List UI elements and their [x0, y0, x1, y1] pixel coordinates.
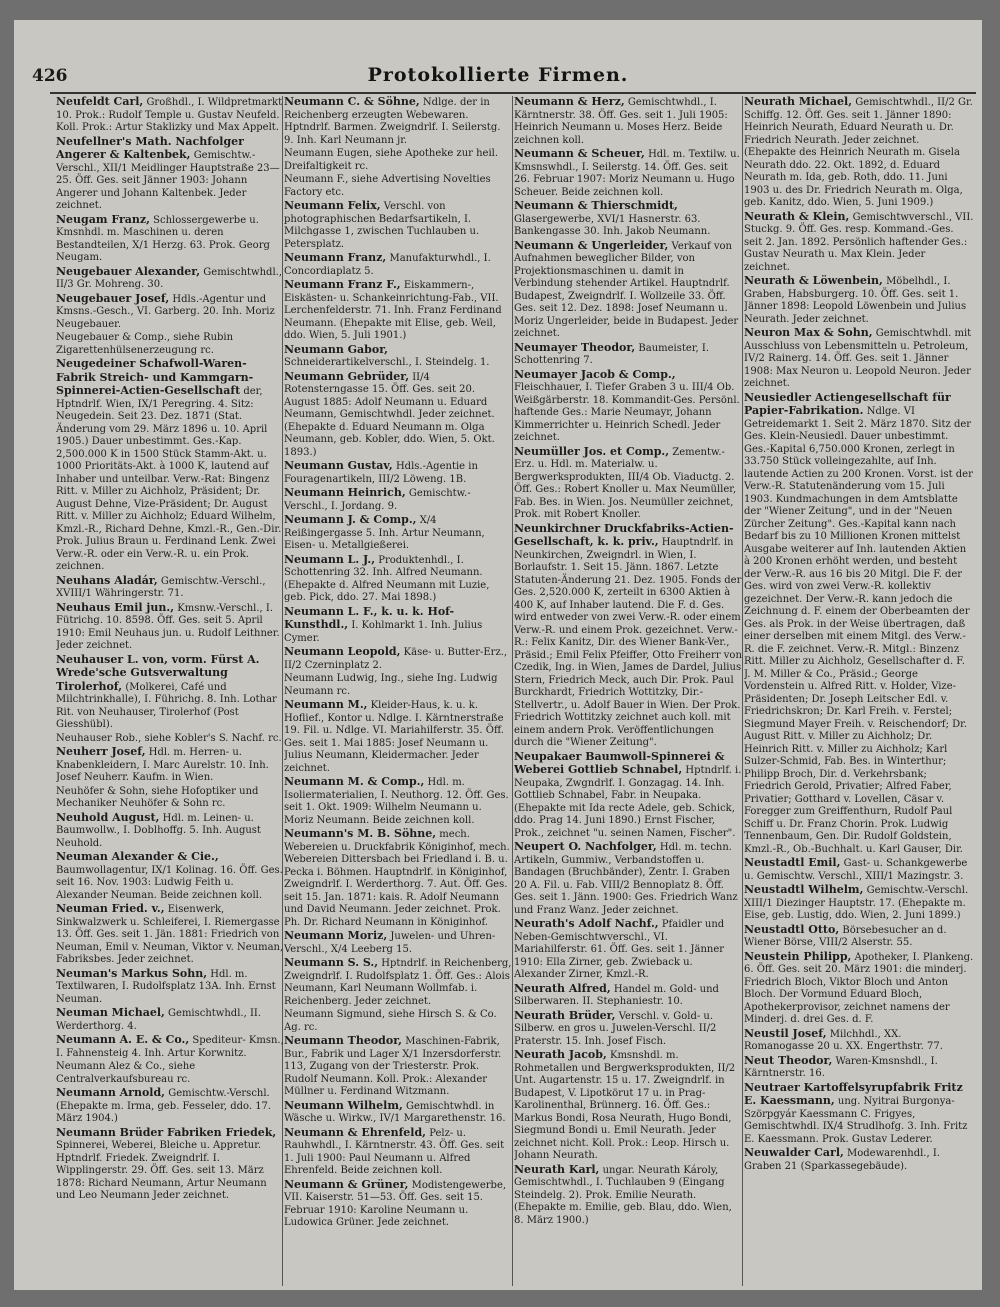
firm-details: Spediteur- Kmsn., I. Fahnensteig 4. Inh. Artur Korwnitz.	[56, 1035, 284, 1059]
firm-details: Möbelhdl., I. Graben, Habsburgerg. 10. Öff. Ges. seit 1. Jänner 1898: Leopold Löwenbein und Julius Neurath. Jeder zeichnet.	[744, 276, 967, 325]
firm-details: mech. Webereien u. Druckfabrik Königinhof, mech. Webereien Dittersbach bei Friedland i. B. u. Pecka i. Böhmen. Hauptndrlf. in Königinhof, Zweigndrlf. I. Werderthorg. 7. Aut. Öff. Ges. seit 15. Jan. 1871: kais. R. Adolf Neumann und David Neumann. Jeder zeichnet. Prok. Ph. Dr. Richard Neumann in Königinhof.	[284, 829, 510, 928]
firm-entry	[284, 487, 512, 513]
firm-entry	[56, 1127, 284, 1203]
firm-details: Handel m. Gold- und Silberwaren. II. Stephaniestr. 10.	[514, 983, 719, 1007]
firm-details: Gemischtw.-Verschl., XVIII/1 Währingerstr. 71.	[56, 575, 266, 599]
firm-entry	[56, 903, 284, 967]
firm-name: Neumann & Ungerleider,	[514, 238, 669, 252]
firm-name: Neumann Heinrich,	[284, 486, 406, 499]
firm-details: Baumeister, I. Schottenring 7.	[514, 342, 709, 366]
firm-name: Neustadtl Emil,	[744, 856, 841, 869]
firm-entry	[514, 148, 742, 199]
firm-details: Gemischtw.-Verschl. (Ehepakte m. Irma, geb. Fesseler, ddo. 17. März 1904.)	[56, 1088, 272, 1124]
firm-details: Eiskammern-, Eiskästen- u. Schankeinrichtung-Fab., VII. Lerchenfelderstr. 71. Inh. Franz Ferdinand Neumann. (Ehepakte mit Elise, geb. Weil, ddo. Wien, 5. Juli 1901.)	[284, 280, 502, 341]
firm-entry	[514, 446, 742, 522]
firm-details: Baumwollagentur, IX/1 Kolinag. 16. Öff. Ges. seit 16. Nov. 1903: Ludwig Feith u. Alexander Neuman. Beide zeichnen koll.	[56, 864, 283, 901]
firm-name: Neuman Alexander & Cie.,	[56, 850, 219, 863]
firm-name: Neumann Moriz,	[284, 929, 388, 942]
firm-entry	[56, 1087, 284, 1126]
firm-entry	[744, 857, 974, 883]
firm-entry	[744, 392, 974, 857]
firm-details: Hptndrlf. i. Neupaka, Zwgndrlf. I. Gonzagag. 14. Inh. Gottlieb Schnabel, Fabr. in Neupaka. (Ehepakte mit Ida recte Adele, geb. Schick, ddo. Prag 14. Juni 1890.) Ernst Fischer, Prok., zeichnet "u. seinen Namen, Fischer".	[514, 765, 742, 839]
firm-name: Neustein Philipp,	[744, 949, 852, 963]
firm-name: Neurath Alfred,	[514, 981, 611, 995]
firm-name: Neumann Leopold,	[284, 645, 401, 658]
firm-entry	[56, 293, 284, 332]
page-header	[14, 60, 982, 92]
firm-entry	[284, 344, 512, 370]
firm-details: Kleider-Haus, k. u. k. Hoflief., Kontor u. Ndlge. I. Kärntnerstraße 19. Fil. u. Ndlge. VI. Mariahilferstr. 35. Öff. Ges. seit 1. Mai 1885: Josef Neumann u. Julius Neumann, Kleidermacher. Jeder zeichnet.	[284, 700, 504, 774]
firm-entry	[284, 673, 512, 698]
firm-details: Gemischtwhdl., II/3 Gr. Mohreng. 30.	[56, 266, 283, 290]
page-title: Protokollierte Firmen.	[367, 64, 629, 86]
firm-entry	[56, 968, 284, 1007]
firm-name: Neumann L. F., k. u. k. Hof-Kunsthdl.,	[284, 604, 455, 631]
firm-entry	[744, 884, 974, 923]
firm-details: Börsebesucher an d. Wiener Börse, VIII/2 Alserstr. 55.	[744, 924, 947, 948]
firm-details: Kmsnshdl. m. Rohmetallen und Bergwerksprodukten, II/2 Unt. Augartenstr. 15 u. 17. Zweigndrlf. in Budapest, V. Lipotkörut 17 u. in Prag-Karolinenthal, Brünnerg. 16. Öff. Ges.: Markus Bondi, Rosa Neurath, Hugo Bondi, Siegmund Bondi u. Emil Neurath. Jeder zeichnet nicht. Koll. Prok.: Leop. Hirsch u. Johann Neurath.	[514, 1050, 736, 1161]
firm-entry	[284, 699, 512, 775]
firm-name: Neuman Fried. v.,	[56, 902, 165, 915]
firm-entry	[514, 1010, 742, 1049]
firm-entry	[56, 1034, 284, 1060]
firm-entry	[284, 930, 512, 956]
column-divider	[512, 96, 513, 1286]
firm-entry	[284, 646, 512, 672]
firm-entry	[744, 924, 974, 950]
firm-name: Neumann Gabor,	[284, 342, 389, 356]
firm-entry	[56, 746, 284, 785]
firm-entry	[284, 460, 512, 486]
firm-entry	[56, 96, 284, 135]
firm-details: I. Kohlmarkt 1. Inh. Julius Cymer.	[284, 620, 483, 644]
firm-entry	[284, 174, 512, 199]
firm-details: Spinnerei, Weberei, Bleiche u. Appretur. Hptndrlf. Friedek. Zweigndrlf. I. Wipplingerstr. 29. Öff. Ges. seit 13. März 1878: Richard Neumann, Artur Neumann und Leo Neumann Jeder zeichnet.	[56, 1140, 267, 1201]
firm-name: Neumann Wilhelm,	[284, 1098, 403, 1112]
firm-details: Gemischtw.-Verschl., XII/1 Meidlinger Hauptstraße 23—25. Öff. Ges. seit Jänner 1903: Johann Angerer und Johann Kaltenbek. Jeder zeichnet.	[56, 150, 280, 211]
column-divider	[742, 96, 743, 1286]
firm-details: Gemischtw.-Verschl., I. Jordang. 9.	[284, 488, 471, 512]
firm-entry	[56, 812, 284, 851]
firm-details: Verkauf von Aufnahmen beweglicher Bilder, von Projektionsmaschinen u. damit in Verbindung stehender Artikel. Hauptndrlf. Budapest, Zweigndrlf. I. Wollzeile 33. Öff. Ges. seit 12. Dez. 1898: Josef Neumann u. Moriz Ungerleider, beide in Budapest. Jeder zeichnet.	[514, 240, 739, 339]
firm-entry	[744, 1082, 974, 1147]
firm-name: Neustadtl Wilhelm,	[744, 883, 864, 896]
column-1	[56, 96, 284, 1286]
firm-name: Neumayer Jacob & Comp.,	[514, 367, 676, 381]
firm-name: Neurath & Löwenbein,	[744, 274, 883, 287]
firm-entry	[514, 240, 742, 341]
firm-entry	[56, 602, 284, 653]
firm-details: Eisenwerk, Sinkwalzwerk u. Schleiferei, I. Riemergasse 13. Öff. Ges. seit 1. Jän. 1881: Friedrich von Neuman, Emil v. Neuman, Viktor v. Neuman, Fabriksbes. Jeder zeichnet.	[56, 904, 284, 965]
firm-entry	[284, 1035, 512, 1099]
firm-details: Modistengewerbe, VII. Kaiserstr. 51—53. Öff. Ges. seit 15. Februar 1910: Karoline Neumann u. Ludowica Grüner. Jede zeichnet.	[284, 1179, 507, 1228]
firm-details: Gemischtwhdl., II/2 Gr. Schiffg. 12. Öff. Ges. seit 1. Jänner 1890: Heinrich Neurath, Eduard Neurath u. Dr. Friedrich Neurath. Jeder zeichnet. (Ehepakte des Heinrich Neurath m. Gisela Neurath ddo. 22. Okt. 1892, d. Eduard Neurath m. Ida, geb. Roth, ddo. 11. Juni 1903 u. des Dr. Friedrich Neurath m. Olga, geb. Kanitz, ddo. Wien, 5. Juni 1909.)	[744, 97, 973, 208]
firm-details: Pfaidler und Neben-Gemischtwverschl., VI. Mariahilferstr. 61. Öff. Ges. seit 1. Jänner 1910: Ella Zirner, geb. Zwieback u. Alexander Zirner, Kmzl.-R.	[514, 919, 725, 980]
firm-entry	[744, 327, 974, 391]
firm-entry	[56, 214, 284, 265]
firm-details: Hauptndrlf. in Neunkirchen, Zweigndrl. in Wien, I. Borlaufstr. 1. Seit 15. Jänn. 1867. Letzte Statuten-Änderung 21. Dez. 1905. Fonds der Ges. 2,520.000 K, zerteilt in 6300 Aktien à 400 K, auf Inhaber lautend. Die F. d. Ges. wird entweder von zwei Verw.-R. oder einem Verw.-R. und einem Prok. gezeichnet. Verw.-R.: Felix Kanitz, Dir. des Wiener Bank-Ver., Präsid.; Emil Felix Pfeiffer, Otto Freiherr von Czedik, Ing. in Wien, James de Dardel, Julius Stern, Friedrich Meck, auch Dir. Prok. Paul Burckhardt, Friedrich Wottitzky, Dir.-Stellvertr., u. Adolf Bauer in Wien. Der Prok. Friedrich Wottitzky zeichnet auch koll. mit einem andern Prok. Veröffentlichungen durch die "Wiener Zeitung".	[514, 537, 742, 748]
firm-name: Neumann & Scheuer,	[514, 147, 645, 160]
firm-details: Hdls.-Agentur und Kmsns.-Gesch., VI. Garberg. 20. Inh. Moriz Neugebauer.	[56, 293, 275, 330]
firm-details: Maschinen-Fabrik, Bur., Fabrik und Lager X/1 Inzersdorferstr. 113, Zugang von der Triesterstr. Prok. Rudolf Neumann. Koll. Prok.: Alexander Müllner u. Ferdinand Witzmann.	[284, 1036, 502, 1097]
firm-name: Neumann L. J.,	[284, 552, 376, 566]
firm-name: Neumann A. E. & Co.,	[56, 1033, 190, 1046]
firm-name: Neutraer Kartoffelsyrupfabrik Fritz E. Kaessmann,	[744, 1080, 963, 1107]
firm-name: Neumann M.,	[284, 698, 368, 711]
firm-details: Käse- u. Butter-Erz., II/2 Czerninplatz 2.	[284, 647, 508, 671]
firm-name: Neupakaer Baumwoll-Spinnerei & Weberei Gottlieb Schnabel,	[514, 749, 725, 776]
firm-details: Juwelen- und Uhren-Verschl., X/4 Leeberg 15.	[284, 931, 496, 955]
firm-details: Verschl. von photographischen Bedarfsartikeln, I. Milchgasse 1, zwischen Tuchlauben u. Petersplatz.	[284, 201, 480, 250]
firm-details: Neumann F., siehe Advertising Novelties Factory etc.	[284, 174, 491, 198]
firm-name: Neurath Karl,	[514, 1162, 600, 1176]
firm-name: Neumann & Thierschmidt,	[514, 199, 678, 212]
firm-entry	[514, 523, 742, 750]
firm-entry	[744, 1028, 974, 1054]
firm-details: Hdl. m. Textilw. u. Kmsnswhdl., I. Seilerstg. 14. Öff. Ges. seit 26. Februar 1907: Moriz Neumann u. Hugo Scheuer. Beide zeichnen koll.	[514, 149, 740, 198]
firm-details: Hdls.-Agentie in Fouragenartikeln, III/2 Löweng. 1B.	[284, 461, 478, 485]
firm-details: Verschl. v. Gold- u. Silberw. en gros u. Juwelen-Verschl. II/2 Praterstr. 15. Inh. Josef Fisch.	[514, 1010, 717, 1047]
firm-name: Neufellner's Math. Nachfolger Angerer & Kaltenbek,	[56, 134, 244, 161]
firm-entry	[56, 266, 284, 292]
column-2	[284, 96, 512, 1286]
firm-name: Neuherr Josef,	[56, 745, 146, 758]
firm-entry	[514, 200, 742, 239]
firm-entry	[56, 358, 284, 574]
firm-name: Neumann's M. B. Söhne,	[284, 827, 437, 840]
firm-entry	[744, 96, 974, 210]
firm-details: Neuhöfer & Sohn, siehe Hofoptiker und Mechaniker Neuhöfer & Sohn rc.	[56, 785, 259, 809]
firm-details: Hdl. m. Herren- u. Knabenkleidern, I. Marc Aurelstr. 10. Inh. Josef Neuherr. Kaufm. in Wien.	[56, 747, 269, 783]
firm-entry	[56, 1007, 284, 1033]
firm-details: Zementw.-Erz. u. Hdl. m. Materialw. u. Bergwerksprodukten, III/4 Ob. Viaductg. 2. Öff. Ges.: Robert Knoller u. Max Neumüller, Fab. Bes. in Wien. Jos. Neumüller zeichnet, Prok. mit Robert Knoller.	[514, 446, 737, 520]
firm-details: Waren-Kmsnshdl., I. Kärntnerstr. 16.	[744, 1055, 938, 1079]
firm-details: Glasergewerbe, XVI/1 Hasnerstr. 63. Bankengasse 30. Inh. Jakob Neumann.	[514, 213, 711, 237]
firm-entry	[56, 332, 284, 357]
firm-entry	[284, 1127, 512, 1178]
firm-entry	[744, 1055, 974, 1081]
header-rule	[50, 92, 976, 94]
firm-name: Neumann C. & Söhne,	[284, 96, 420, 108]
firm-name: Neumayer Theodor,	[514, 340, 636, 354]
firm-entry	[744, 1147, 974, 1173]
firm-details: Großhdl., I. Wildpretmarkt 10. Prok.: Rudolf Temple u. Gustav Neufeld. Koll. Prok.: Artur Staklizky und Max Appelt.	[56, 97, 283, 133]
firm-details: Hdl. m. Isoliermaterialien, I. Neuthorg. 12. Öff. Ges. seit 1. Okt. 1909: Wilhelm Neumann u. Moriz Neumann. Beide zeichnen koll.	[284, 777, 509, 826]
firm-name: Neuwalder Carl,	[744, 1146, 844, 1159]
firm-entry	[284, 96, 512, 147]
firm-name: Neuron Max & Sohn,	[744, 326, 873, 339]
firm-details: Neuhauser Rob., siehe Kobler's S. Nachf. rc.	[56, 732, 282, 744]
firm-details: Gemischtwhdl. mit Ausschluss von Lebensmitteln u. Petroleum, IV/2 Rainerg. 14. Öff. Ges. seit 1. Jänner 1908: Max Neuron u. Leopold Neuron. Jeder zeichnet.	[744, 328, 972, 389]
firm-entry	[284, 1009, 512, 1034]
firm-details: Hdl. m. Textilwaren, I. Rudolfsplatz 13A. Inh. Ernst Neuman.	[56, 968, 276, 1005]
firm-entry	[56, 654, 284, 732]
firm-entry	[56, 575, 284, 601]
firm-details: Hdl. m. techn. Artikeln, Gummiw., Verbandstoffen u. Bandagen (Bruchbänder), Zentr. I. Graben 20 A. Fil. u. Fab. VIII/2 Bennoplatz 8. Öff. Ges. seit 1. Jänn. 1900: Ges. Friedrich Wanz und Franz Wanz. Jeder zeichnet.	[514, 842, 738, 916]
firm-name: Neumann J. & Comp.,	[284, 513, 417, 526]
firm-name: Neumann & Grüner,	[284, 1177, 409, 1191]
firm-entry	[284, 828, 512, 929]
firm-name: Neumann & Herz,	[514, 96, 625, 108]
firm-entry	[284, 200, 512, 251]
firm-entry	[514, 983, 742, 1009]
firm-name: Neugebauer Josef,	[56, 291, 170, 305]
firm-entry	[56, 733, 284, 746]
firm-details: Kmsnw.-Verschl., I. Fütrichg. 10. 8598. Öff. Ges. seit 5. April 1910: Emil Neuhaus jun. u. Rudolf Leithner. Jeder zeichnet.	[56, 602, 280, 651]
firm-entry	[56, 786, 284, 811]
firm-name: Neuman Michael,	[56, 1006, 165, 1019]
firm-name: Neumann M. & Comp.,	[284, 775, 425, 788]
firm-name: Neumann Franz F.,	[284, 278, 401, 291]
firm-name: Neurath Jacob,	[514, 1048, 607, 1061]
firm-details: Modewarenhdl., I. Graben 21 (Sparkassegebäude).	[744, 1148, 940, 1172]
firm-entry	[56, 851, 284, 902]
firm-name: Neustadtl Otto,	[744, 922, 840, 936]
firm-details: Gemischtwhdl., I. Kärntnerstr. 38. Öff. Ges. seit 1. Juli 1905: Heinrich Neumann u. Moses Herz. Beide zeichnen koll.	[514, 97, 728, 146]
firm-entry	[284, 148, 512, 173]
firm-entry	[514, 1049, 742, 1163]
firm-entry	[514, 369, 742, 445]
column-3	[514, 96, 742, 1286]
firm-details: (Molkerei, Café und Milchtrinkhalle), I. Führichg. 8. Inh. Lothar Rit. von Neuhauser, Tirolerhof (Post Giesshübl).	[56, 681, 277, 730]
firm-name: Neupert O. Nachfolger,	[514, 840, 657, 853]
firm-entry	[514, 342, 742, 368]
firm-details: Gemischtwhdl. in Wäsche u. Wirkw., IV/1 Margarethenstr. 16.	[284, 1100, 506, 1124]
firm-name: Neumann & Ehrenfeld,	[284, 1125, 427, 1139]
firm-name: Neugedeiner Schafwoll-Waren-Fabrik Streich- und Kammgarn-Spinnerei-Actien-Gesellschaft	[56, 357, 254, 397]
firm-entry	[284, 606, 512, 646]
firm-name: Neusiedler Actiengesellschaft für Papier-Fabrikation.	[744, 390, 951, 417]
firm-entry	[284, 776, 512, 827]
firm-name: Neumann Gustav,	[284, 459, 393, 472]
firm-details: Gemischtwverschl., VII. Stuckg. 9. Öff. Ges. resp. Kommand.-Ges. seit 2. Jan. 1892. Persönlich haftender Ges.: Gustav Neurath u. Max Klein. Jeder zeichnet.	[744, 211, 974, 273]
firm-name: Neuhauser L. von, vorm. Fürst A. Wrede'sche Gutsverwaltung Tirolerhof,	[56, 652, 260, 693]
firm-entry	[514, 841, 742, 917]
column-4	[744, 96, 974, 1286]
firm-name: Neufeldt Carl,	[56, 96, 144, 108]
firm-name: Neurath's Adolf Nachf.,	[514, 917, 659, 930]
firm-name: Neustil Josef,	[744, 1026, 827, 1040]
firm-entry	[284, 957, 512, 1008]
firm-name: Neugebauer Alexander,	[56, 264, 201, 278]
firm-entry	[284, 1179, 512, 1230]
firm-details: Apotheker, I. Plankeng. 6. Öff. Ges. seit 20. März 1901: die minderj. Friedrich Bloch, Viktor Bloch und Anton Bloch. Der Vormund Eduard Bloch, Apothekerprovisor, zeichnet namens der Minderj. d. drei Ges. d. F.	[744, 951, 974, 1025]
firm-details: X/4 Reißingergasse 5. Inh. Artur Neumann, Eisen- u. Metallgießerei.	[284, 515, 485, 551]
firm-details: Gemischtwhdl., II. Werderthorg. 4.	[56, 1008, 262, 1032]
firm-details: Fleischhauer, I. Tiefer Graben 3 u. III/4 Ob. Weißgärberstr. 18. Kommandit-Ges. Persönl. haftende Ges.: Marie Neumayr, Johann Kimmerrichter u. Heinrich Schedl. Jeder zeichnet.	[514, 382, 740, 443]
firm-details: Hptndrlf. in Reichenberg, Zweigndrlf. I. Rudolfsplatz 1. Öff. Ges.: Alois Neumann, Karl Neumann Wollmfab. i. Reichenberg. Jeder zeichnet.	[284, 958, 512, 1007]
firm-details: Gast- u. Schankgewerbe u. Gemischtw. Verschl., XIII/1 Mazingstr. 3.	[744, 858, 968, 882]
firm-name: Neuhans Aladár,	[56, 573, 158, 587]
firm-entry	[56, 1061, 284, 1086]
firm-details: Ndlge. der in Reichenberg erzeugten Webewaren. Hptndrlf. Barmen. Zweigndrlf. I. Seilerstg. 9. Inh. Karl Neumann jr.	[284, 97, 501, 146]
firm-details: Schneiderartikelverschl., I. Steindelg. 1.	[284, 357, 490, 368]
firm-name: Neurath Michael,	[744, 96, 853, 108]
firm-details: ung. Nyitrai Burgonya-Szörpgyár Kaessmann C. Frigyes, Gemischtwhdl. IX/4 Strudlhofg. 3. Inh. Fritz E. Kaessmann. Prok. Gustav Lederer.	[744, 1096, 968, 1145]
firm-name: Neumann Franz,	[284, 251, 387, 264]
firm-details: ungar. Neurath Károly, Gemischtwhdl., I. Tuchlauben 9 (Eingang Steindelg. 2). Prok. Emilie Neurath. (Ehepakte m. Emilie, geb. Blau, ddo. Wien, 8. März 1900.)	[514, 1164, 732, 1226]
firm-name: Neumann S. S.,	[284, 956, 379, 969]
firm-details: Schlossergewerbe u. Kmsnhdl. m. Maschinen u. deren Bestandteilen, X/1 Herzg. 63. Prok. Georg Neugam.	[56, 214, 270, 263]
firm-entry	[744, 951, 974, 1027]
firm-name: Neurath & Klein,	[744, 209, 850, 223]
firm-name: Neut Theodor,	[744, 1053, 833, 1067]
firm-details: Produktenhdl., I. Schottenring 32. Inh. Alfred Neumann. (Ehepakte d. Alfred Neumann mit Luzie, geb. Pick, ddo. 27. Mai 1898.)	[284, 554, 490, 603]
firm-name: Neuhold August,	[56, 810, 160, 824]
firm-details: Gemischtw.-Verschl. XIII/1 Diezinger Hauptstr. 17. (Ehepakte m. Eise, geb. Lustig, ddo. Wien, 2. Juni 1899.)	[744, 885, 969, 921]
firm-name: Neurath Brüder,	[514, 1008, 616, 1022]
firm-name: Neumüller Jos. et Comp.,	[514, 444, 670, 458]
firm-entry	[514, 918, 742, 982]
firm-details: Hdl. m. Leinen- u. Baumwollw., I. Doblhoffg. 5. Inh. August Neuhold.	[56, 812, 261, 849]
firm-details: der, Hptndrlf. Wien, IX/1 Peregring. 4. Sitz: Neugedein. Seit 23. Dez. 1871 (Stat. Änderung vom 29. März 1896 u. 10. April 1905.) Dauer unbestimmt. Ges.-Kap. 2,500.000 K in 1500 Stück Stamm-Akt. u. 1000 Prioritäts-Akt. à 1000 K, lautend auf Inhaber und unteilbar. Verw.-Rat: Bingenz Ritt. v. Miller zu Aichholz, Präsident; Dr. August Dehne, Vize-Präsident; Dr. August Ritt. v. Miller zu Aichholz; Eduard Wilhelm, Kmzl.-R., Richard Dehne, Kmzl.-R., Gen.-Dir. Prok. Julius Braun u. Ferdinand Lenk. Zwei Verw.-R. oder ein Verw.-R. u. ein Prok. zeichnen.	[56, 386, 282, 572]
firm-name: Neuhaus Emil jun.,	[56, 600, 175, 614]
firm-details: Pelz- u. Rauhwhdl., I. Kärntnerstr. 43. Öff. Ges. seit 1. Juli 1900: Paul Neumann u. Alfred Ehrenfeld. Beide zeichnen koll.	[284, 1127, 505, 1176]
firm-name: Neumann Brüder Fabriken Friedek,	[56, 1125, 277, 1139]
firm-entry	[284, 279, 512, 343]
document-page	[14, 20, 982, 1290]
firm-details: Manufakturwhdl., I. Concordiaplatz 5.	[284, 253, 491, 277]
firm-name: Neumann Gebrüder,	[284, 369, 410, 383]
firm-name: Neugam Franz,	[56, 212, 150, 226]
firm-details: Neugebauer & Comp., siehe Rubin Zigarettenhülsenerzeugung rc.	[56, 332, 234, 356]
firm-entry	[744, 275, 974, 326]
firm-entry	[284, 371, 512, 460]
firm-entry	[514, 751, 742, 841]
firm-entry	[56, 136, 284, 213]
firm-entry	[284, 514, 512, 553]
firm-name: Neuman's Markus Sohn,	[56, 966, 208, 980]
firm-details: Neumann Sigmund, siehe Hirsch S. & Co. Ag. rc.	[284, 1009, 497, 1033]
firm-name: Neumann Felix,	[284, 199, 381, 212]
firm-entry	[284, 554, 512, 605]
firm-details: II/4 Rotensterngasse 15. Öff. Ges. seit 20. August 1885: Adolf Neumann u. Eduard Neumann, Gemischtwhdl. Jeder zeichnet. (Ehepakte d. Eduard Neumann m. Olga Neumann, geb. Kobler, ddo. Wien, 5. Okt. 1893.)	[284, 371, 495, 458]
firm-details: Milchhdl., XX. Romanogasse 20 u. XX. Engerthstr. 77.	[744, 1028, 943, 1052]
firm-details: Neumann Eugen, siehe Apotheke zur heil. Dreifaltigkeit rc.	[284, 148, 499, 172]
page-number: 426	[32, 66, 68, 86]
firm-entry	[514, 1164, 742, 1228]
firm-entry	[284, 252, 512, 278]
firm-name: Neunkirchner Druckfabriks-Actien-Gesellschaft, k. k. priv.,	[514, 521, 734, 548]
firm-name: Neumann Theodor,	[284, 1034, 403, 1047]
firm-name: Neumann Arnold,	[56, 1086, 166, 1099]
firm-entry	[514, 96, 742, 147]
firm-details: Neumann Alez & Co., siehe Centralverkaufsbureau rc.	[56, 1061, 196, 1085]
firm-details: Ndlge. VI Getreidemarkt 1. Seit 2. März 1870. Sitz der Ges. Klein-Neusiedl. Dauer unbestimmt. Ges.-Kapital 6,750.000 Kronen, zerlegt in 33.750 Stück volleingezahlte, auf Inh. lautende Actien zu 200 Kronen. Vorst. ist der Verw.-R. Statutenänderung vom 15. Juli 1903. Kundmachungen in dem Amtsblatte der "Wiener Zeitung", und in der "Neuen Zürcher Zeitung". Ges.-Kapital kann nach Bedarf bis zu 10 Millionen Kronen mittelst Ausgabe weiterer auf Inh. lautenden Aktien à 200 Kronen erhöht werden, und besteht der Verw.-R. aus 16 bis 20 Mitgl. Die F. der Ges. wird von zwei Verw.-R. kollektiv gezeichnet. Der Verw.-R. kann jedoch die Zeichnung d. F. einem der Oberbeamten der Ges. als Prok. in der Weise übertragen, daß einer derselben mit einem Mitgl. des Verw.-R. die F. zeichnet. Verw.-R. Mitgl.: Binzenz Ritt. Miller zu Aichholz, Gesellschafter d. F. J. M. Miller & Co., Präsid.; George Vordenstein u. Alfred Ritt. v. Holder, Vize-Präsidenten; Dr. Joseph Leitscher Edl. v. Friedrichskron; Dr. Karl Freih. v. Ferstel; Siegmund Mayer Freih. v. Reischendorf; Dr. August Ritt. v. Miller zu Aichholz; Dr. Heinrich Ritt. v. Miller zu Aichholz; Karl Sulzer-Schmid, Fab. Bes. in Winterthur; Philipp Broch, Dir. d. Verkehrsbank; Friedrich Gerold, Privatier; Alfred Faber, Privatier; Gotthard v. Lovellen, Cäsar v. Foregger zum Greiffenthurn, Rudolf Paul Schiff u. Dr. Franz Chorin. Prok. Ludwig Tennenbaum, Gen. Dir. Rudolf Goldstein, Kmzl.-R., Ob.-Buchhalt. u. Karl Gauser, Dir.	[744, 406, 973, 855]
firm-entry	[744, 211, 974, 275]
firm-details: Neumann Ludwig, Ing., siehe Ing. Ludwig Neumann rc.	[284, 673, 498, 697]
firm-entry	[284, 1100, 512, 1126]
